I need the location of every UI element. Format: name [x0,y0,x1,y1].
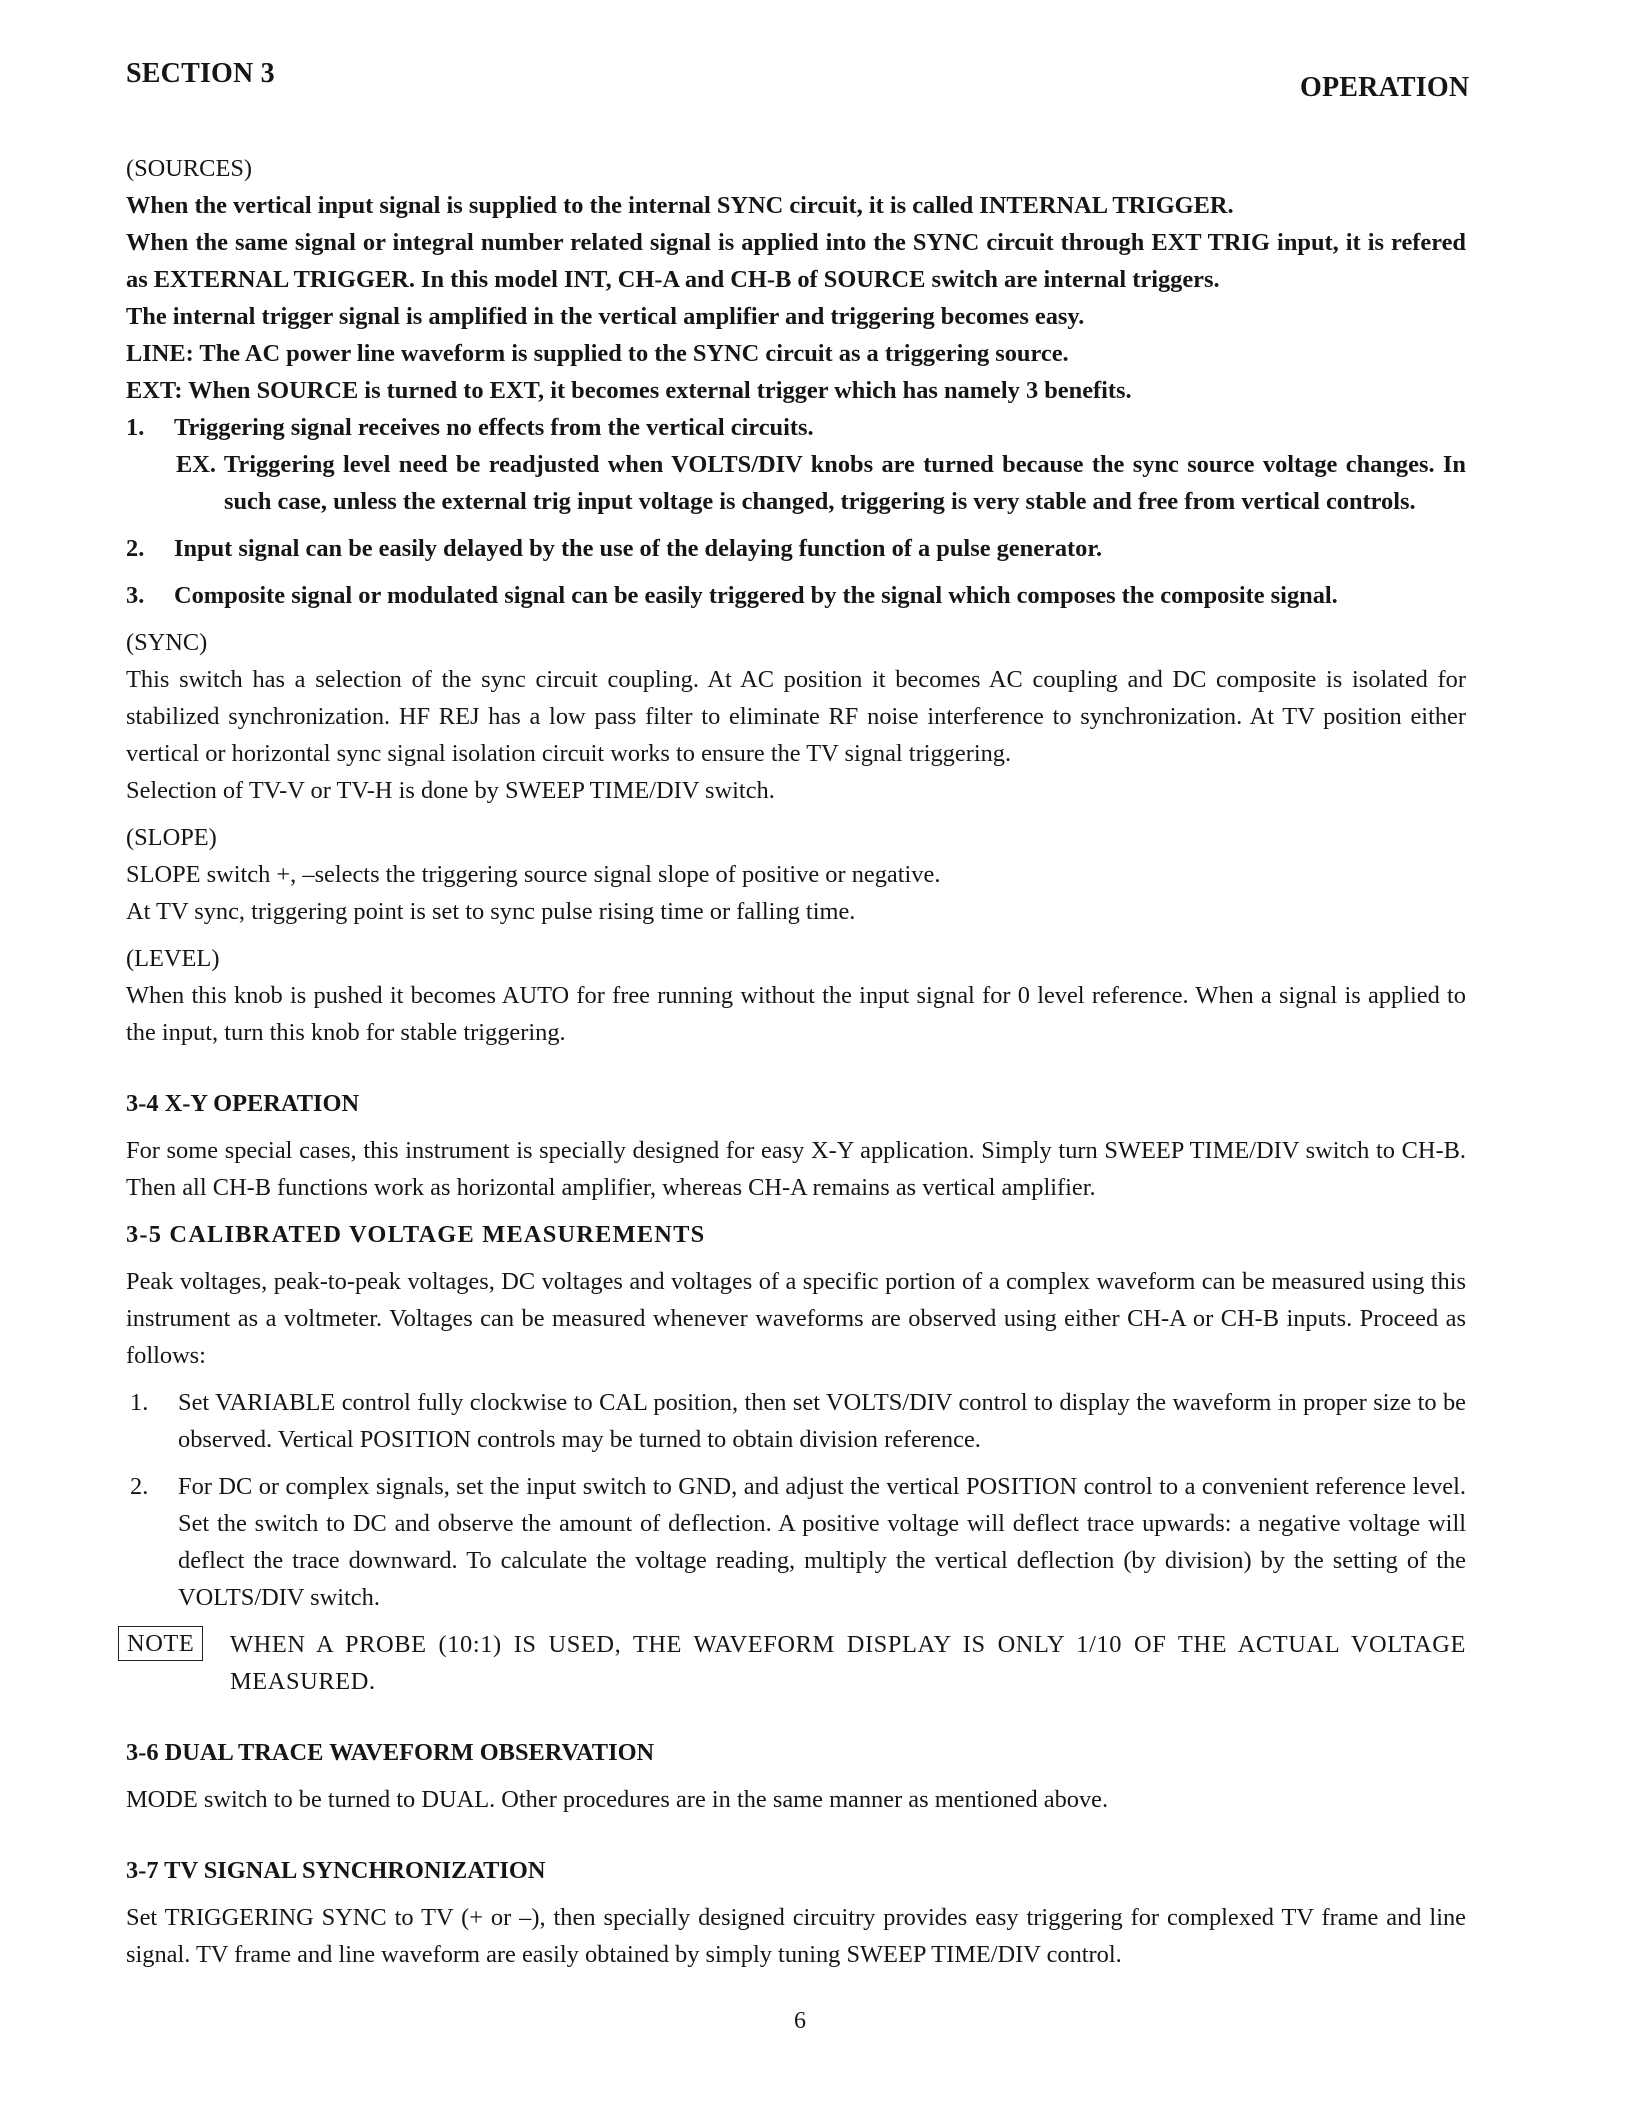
calibrated-voltage-paragraph: Peak voltages, peak-to-peak voltages, DC voltages and voltages of a specific portion of a complex waveform can be measured using this instrument as a voltmeter. Voltages can be measured whenever waveforms are observed using either CH-A or CH-B inputs. Proceed as follows: [126,1268,1466,1369]
sync-paragraph: This switch has a selection of the sync circuit coupling. At AC position it becomes AC coupling and DC composite is isolated for stabilized synchronization. HF REJ has a low pass filter to eliminate RF noise interference to synchronization. At TV position either vertical or horizontal sync signal isolation circuit works to ensure the TV signal triggering. [126,666,1466,767]
calibrated-item-2 [126,1468,1466,1616]
sources-paragraph-1: When the vertical input signal is supplied to the internal SYNC circuit, it is called INTERNAL TRIGGER. [126,192,1234,219]
sources-example: EX. Triggering level need be readjusted when VOLTS/DIV knobs are turned because the sync source voltage changes. In such case, unless the external trig input voltage is changed, triggering is very stable and free from vertical controls. [176,451,1466,515]
section-label: SECTION 3 [126,58,275,89]
slope-line-1: SLOPE switch +, –selects the triggering source signal slope of positive or negative. [126,861,941,888]
dual-trace-paragraph: MODE switch to be turned to DUAL. Other procedures are in the same manner as mentioned above. [126,1786,1109,1813]
note-label-box: NOTE [118,1626,203,1661]
sources-item-3 [126,577,1466,614]
level-paragraph: When this knob is pushed it becomes AUTO for free running without the input signal for 0 level reference. When a signal is applied to the input, turn this knob for stable triggering. [126,982,1466,1046]
xy-operation-heading: 3-4 X-Y OPERATION [126,1090,360,1117]
probe-note [126,1626,1466,1700]
note-text: WHEN A PROBE (10:1) IS USED, THE WAVEFORM DISPLAY IS ONLY 1/10 OF THE ACTUAL VOLTAGE MEASURED. [230,1631,1466,1695]
calibrated-item-2-text: For DC or complex signals, set the input switch to GND, and adjust the vertical POSITION control to a convenient reference level. Set the switch to DC and observe the amount of deflection. A positive voltage will deflect trace upwards: a negative voltage will deflect the trace downward. To calculate the voltage reading, multiply the vertical deflection (by division) by the setting of the VOLTS/DIV switch. [178,1473,1466,1611]
sources-item-3-number: 3. [126,582,145,609]
sources-item-2-number: 2. [126,535,145,562]
sources-item-1-number: 1. [126,414,145,441]
chapter-title: OPERATION [1300,72,1470,103]
calibrated-item-2-number: 2. [130,1473,149,1500]
calibrated-voltage-heading: 3-5 CALIBRATED VOLTAGE MEASUREMENTS [126,1221,706,1248]
sources-paragraph-2: When the same signal or integral number related signal is applied into the SYNC circuit through EXT TRIG input, it is refered as EXTERNAL TRIGGER. In this model INT, CH-A and CH-B of SOURCE switch are internal triggers. [126,229,1466,293]
content-column [126,150,1466,1973]
tv-sync-heading: 3-7 TV SIGNAL SYNCHRONIZATION [126,1857,546,1884]
calibrated-item-1-text: Set VARIABLE control fully clockwise to CAL position, then set VOLTS/DIV control to display the waveform in proper size to be observed. Vertical POSITION controls may be turned to obtain division reference. [178,1389,1466,1453]
slope-line-2: At TV sync, triggering point is set to sync pulse rising time or falling time. [126,898,856,925]
calibrated-item-1 [126,1384,1466,1458]
sources-paragraph-ext: EXT: When SOURCE is turned to EXT, it becomes external trigger which has namely 3 benefits. [126,377,1132,404]
sources-paragraph-3: The internal trigger signal is amplified in the vertical amplifier and triggering becomes easy. [126,303,1085,330]
dual-trace-heading: 3-6 DUAL TRACE WAVEFORM OBSERVATION [126,1739,655,1766]
sources-paragraph-line: LINE: The AC power line waveform is supplied to the SYNC circuit as a triggering source. [126,340,1069,367]
sources-item-1 [126,409,1466,446]
sources-item-3-text: Composite signal or modulated signal can be easily triggered by the signal which composes the composite signal. [174,582,1338,609]
sync-heading: (SYNC) [126,629,208,656]
page-number: 6 [794,2008,806,2034]
sources-item-2-text: Input signal can be easily delayed by the use of the delaying function of a pulse generator. [174,535,1103,562]
sources-item-2 [126,530,1466,567]
calibrated-item-1-number: 1. [130,1389,149,1416]
tv-sync-paragraph: Set TRIGGERING SYNC to TV (+ or –), then specially designed circuitry provides easy triggering for complexed TV frame and line signal. TV frame and line waveform are easily obtained by simply tuning SWEEP TIME/DIV control. [126,1904,1466,1968]
sync-selection-line: Selection of TV-V or TV-H is done by SWEEP TIME/DIV switch. [126,777,775,804]
sources-item-1-text: Triggering signal receives no effects from the vertical circuits. [174,414,814,441]
sources-heading: (SOURCES) [126,155,253,182]
xy-operation-paragraph: For some special cases, this instrument is specially designed for easy X-Y application. Simply turn SWEEP TIME/DIV switch to CH-B. Then all CH-B functions work as horizontal amplifier, whereas CH-A remains as vertical amplifier. [126,1137,1466,1201]
level-heading: (LEVEL) [126,945,220,972]
slope-heading: (SLOPE) [126,824,217,851]
